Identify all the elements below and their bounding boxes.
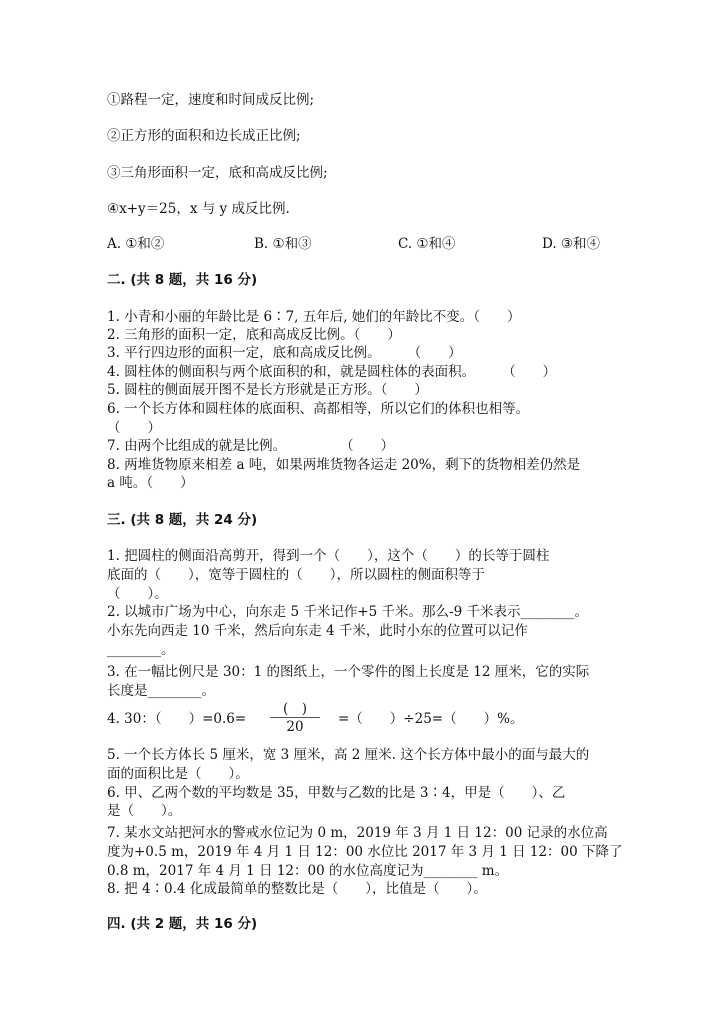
statement-3: ③三角形面积一定，底和高成反比例; bbox=[107, 165, 328, 181]
option-a: A. ①和② bbox=[107, 236, 165, 252]
s3-line: 0.8 m，2017 年 4 月 1 日 12：00 的水位高度记为________ m。 bbox=[107, 863, 509, 879]
s2-line: 2. 三角形的面积一定，底和高成反比例。（ ） bbox=[107, 327, 401, 343]
fraction-bar bbox=[270, 717, 320, 718]
s3-line: 2. 以城市广场为中心，向东走 5 千米记作+5 千米。那么-9 千米表示________。 bbox=[107, 604, 588, 620]
s3-line: 6. 甲、乙两个数的平均数是 35，甲数与乙数的比是 3∶4，甲是（ ）、乙 bbox=[107, 785, 566, 801]
s2-line: 6. 一个长方体和圆柱体的底面积、高都相等，所以它们的体积也相等。 bbox=[107, 401, 530, 417]
fraction bbox=[270, 697, 320, 737]
s3-line: 7. 某水文站把河水的警戒水位记为 0 m，2019 年 3 月 1 日 12：00 记录的水位高 bbox=[107, 825, 608, 841]
option-d: D. ③和④ bbox=[542, 236, 601, 252]
s3-line: 面的面积比是（ ）。 bbox=[107, 766, 249, 782]
s2-line: 5. 圆柱的侧面展开图不是长方形就是正方形。（ ） bbox=[107, 382, 428, 398]
statement-4: ④x+y＝25，x 与 y 成反比例. bbox=[107, 201, 290, 217]
section-2-title: 二. (共 8 题，共 16 分) bbox=[107, 272, 258, 288]
option-b: B. ①和③ bbox=[254, 236, 312, 252]
section-3-title: 三. (共 8 题，共 24 分) bbox=[107, 512, 258, 528]
s3-line: 底面的（ ），宽等于圆柱的（ ），所以圆柱的侧面积等于 bbox=[107, 567, 485, 583]
fraction-numerator: ( ) bbox=[282, 701, 308, 717]
s2-line: 3. 平行四边形的面积一定，底和高成反比例。 （ ） bbox=[107, 345, 462, 361]
s3-line: 长度是________。 bbox=[107, 683, 215, 699]
s2-line: 1. 小青和小丽的年龄比是 6∶7, 五年后, 她们的年龄比不变。（ ） bbox=[107, 309, 521, 325]
s2-line: a 吨。（ ） bbox=[107, 475, 194, 491]
s3-line: 度为+0.5 m，2019 年 4 月 1 日 12：00 水位比 2017 年 3 月 1 日 12：00 下降了 bbox=[107, 844, 623, 860]
s3-line: 小东先向西走 10 千米，然后向东走 4 千米，此时小东的位置可以记作 bbox=[107, 623, 528, 639]
s3-line: 3. 在一幅比例尺是 30：1 的图纸上，一个零件的图上长度是 12 厘米，它的实际 bbox=[107, 664, 590, 680]
s3-line: 是（ ）。 bbox=[107, 803, 182, 819]
s3-line: （ ）。 bbox=[107, 586, 168, 602]
s3-line: 8. 把 4∶0.4 化成最简单的整数比是（ ），比值是（ ）。 bbox=[107, 881, 487, 897]
option-c: C. ①和④ bbox=[398, 236, 456, 252]
s2-line: 8. 两堆货物原来相差 a 吨，如果两堆货物各运走 20%，剩下的货物相差仍然是 bbox=[107, 457, 581, 473]
s2-line: 7. 由两个比组成的就是比例。 （ ） bbox=[107, 438, 395, 454]
s3-line: 1. 把圆柱的侧面沿高剪开，得到一个（ ），这个（ ）的长等于圆柱 bbox=[107, 548, 550, 564]
fraction-denominator: 20 bbox=[286, 719, 304, 735]
statement-1: ①路程一定，速度和时间成反比例; bbox=[107, 92, 315, 108]
s3-q4-left: 4. 30：（ ）=0.6= bbox=[107, 711, 247, 727]
s3-line: 5. 一个长方体长 5 厘米，宽 3 厘米，高 2 厘米. 这个长方体中最小的面与最大的 bbox=[107, 747, 590, 763]
s3-line: ________。 bbox=[107, 642, 175, 658]
section-4-title: 四. (共 2 题，共 16 分) bbox=[107, 916, 258, 932]
s2-line: 4. 圆柱体的侧面积与两个底面积的和，就是圆柱体的表面积。 （ ） bbox=[107, 364, 557, 380]
s3-q4-right: =（ ）÷25=（ ）%。 bbox=[338, 711, 524, 727]
statement-2: ②正方形的面积和边长成正比例; bbox=[107, 128, 301, 144]
s2-line: （ ） bbox=[107, 420, 161, 436]
